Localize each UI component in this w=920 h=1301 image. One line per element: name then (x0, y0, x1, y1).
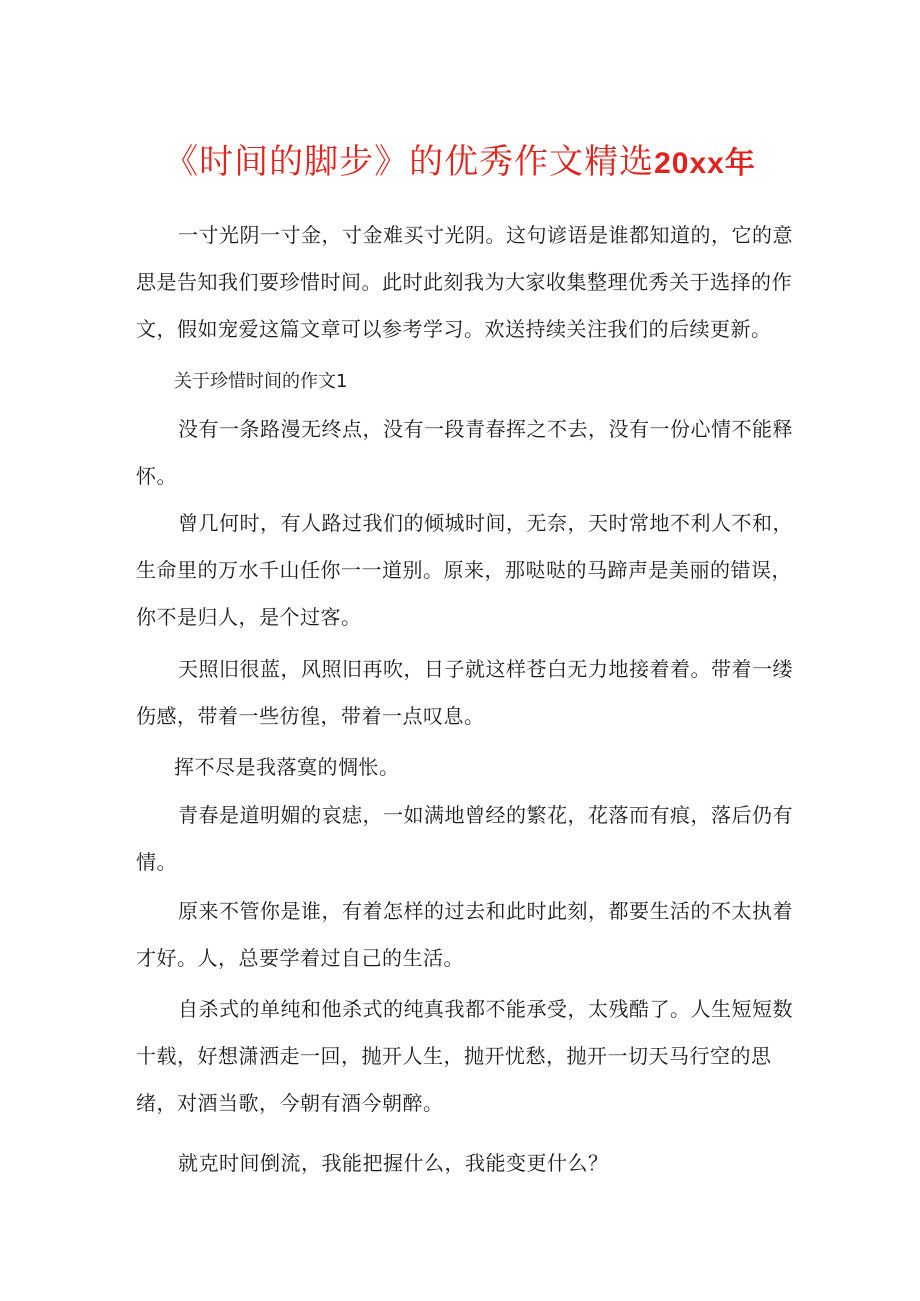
body-paragraph: 曾几何时，有人路过我们的倾城时间，无奈，天时常地不利人不和，生命里的万水千山任你一一道别。原来，那哒哒的马蹄声是美丽的错误，你不是归人，是个过客。 (136, 511, 793, 629)
title-year-text: 20xx年 (654, 147, 756, 180)
body-paragraph: 没有一条路漫无终点，没有一段青春挥之不去，没有一份心情不能释怀。 (136, 417, 793, 488)
section-heading: 关于珍惜时间的作文1 (174, 371, 348, 392)
document-title (0, 138, 920, 188)
body-paragraph: 青春是道明媚的哀痣，一如满地曾经的繁花，花落而有痕，落后仍有情。 (136, 803, 793, 874)
body-paragraph: 原来不管你是谁，有着怎样的过去和此时此刻，都要生活的不太执着才好。人，总要学着过自己的生活。 (136, 899, 793, 970)
intro-paragraph: 一寸光阴一寸金，寸金难买寸光阴。这句谚语是谁都知道的，它的意思是告知我们要珍惜时间。此时此刻我为大家收集整理优秀关于选择的作文，假如宠爱这篇文章可以参考学习。欢送持续关注我们的后续更新。 (136, 223, 793, 341)
body-paragraph: 自杀式的单纯和他杀式的纯真我都不能承受，太残酷了。人生短短数十载，好想潇洒走一回，抛开人生，抛开忧愁，抛开一切天马行空的思绪，对酒当歌，今朝有酒今朝醉。 (136, 997, 793, 1115)
body-paragraph: 天照旧很蓝，风照旧再吹，日子就这样苍白无力地接着着。带着一缕伤感，带着一些彷徨，带着一点叹息。 (136, 657, 793, 728)
body-paragraph: 就克时间倒流，我能把握什么，我能变更什么？ (178, 1151, 609, 1175)
title-main-text: 《时间的脚步》的优秀作文精选 (164, 142, 655, 182)
body-paragraph: 挥不尽是我落寞的惆怅。 (174, 755, 400, 779)
